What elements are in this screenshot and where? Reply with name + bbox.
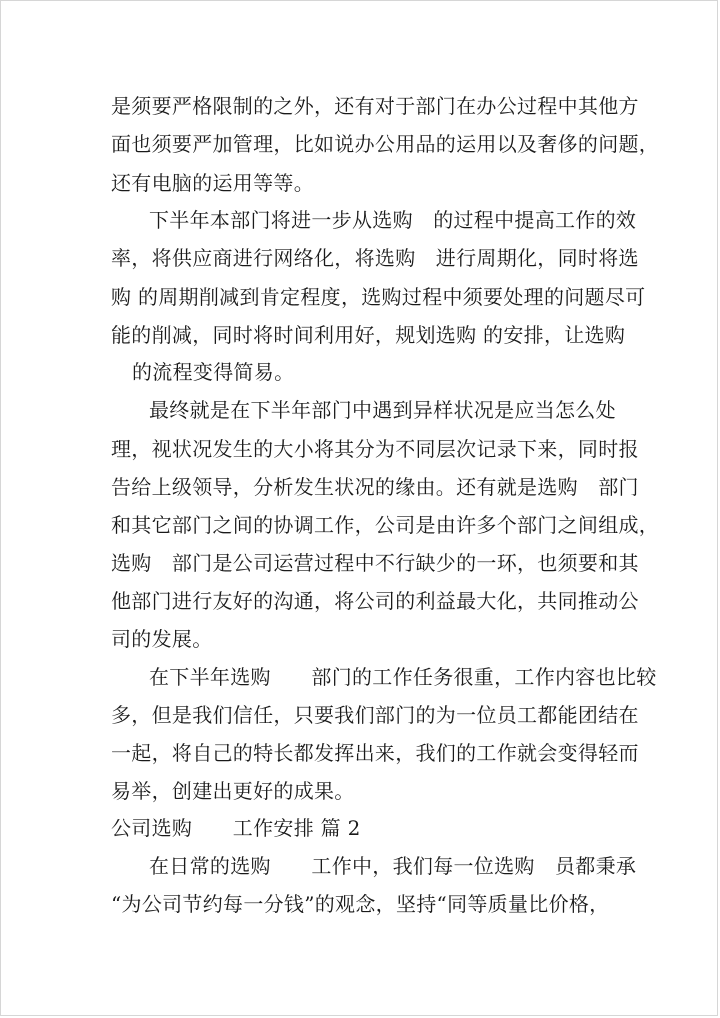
text-line: 选购 部门是公司运营过程中不行缺少的一环，也须要和其 [111,551,639,575]
text-line: 易举，创建出更好的成果。 [111,779,355,803]
text-line: 在下半年选购 部门的工作任务很重，工作内容也比较 [149,665,657,689]
text-line: 面也须要严加管理，比如说办公用品的运用以及奢侈的问题， [111,132,660,156]
text-line: 率，将供应商进行网络化，将选购 进行周期化，同时将选 [111,246,639,270]
text-line: 在日常的选购 工作中，我们每一位选购 员都秉承 [149,854,637,878]
text-line: “为公司节约每一分钱”的观念，坚持“同等质量比价格， [111,892,610,916]
text-line: 下半年本部门将进一步从选购 的过程中提高工作的效 [149,208,637,232]
text-line: 多，但是我们信任，只要我们部门的为一位员工都能团结在 [111,703,639,727]
text-line: 最终就是在下半年部门中遇到异样状况是应当怎么处 [149,398,616,422]
text-line: 理，视状况发生的大小将其分为不同层次记录下来，同时报 [111,437,639,461]
text-line: 购 的周期削减到肯定程度，选购过程中须要处理的问题尽可 [111,285,646,309]
text-line: 能的削减，同时将时间利用好，规划选购 的安排，让选购 [111,323,626,347]
text-line: 司的发展。 [111,627,213,651]
text-line: 他部门进行友好的沟通，将公司的利益最大化，共同推动公 [111,589,639,613]
text-line: 的流程变得简易。 [132,360,295,384]
section-heading: 公司选购 工作安排 篇 2 [111,816,361,840]
text-line: 还有电脑的运用等等。 [111,171,314,195]
text-line: 告给上级领导，分析发生状况的缘由。还有就是选购 部门 [111,475,639,499]
text-line: 和其它部门之间的协调工作，公司是由许多个部门之间组成， [111,513,660,537]
text-line: 是须要严格限制的之外，还有对于部门在办公过程中其他方 [111,94,639,118]
text-line: 一起，将自己的特长都发挥出来，我们的工作就会变得轻而 [111,741,639,765]
